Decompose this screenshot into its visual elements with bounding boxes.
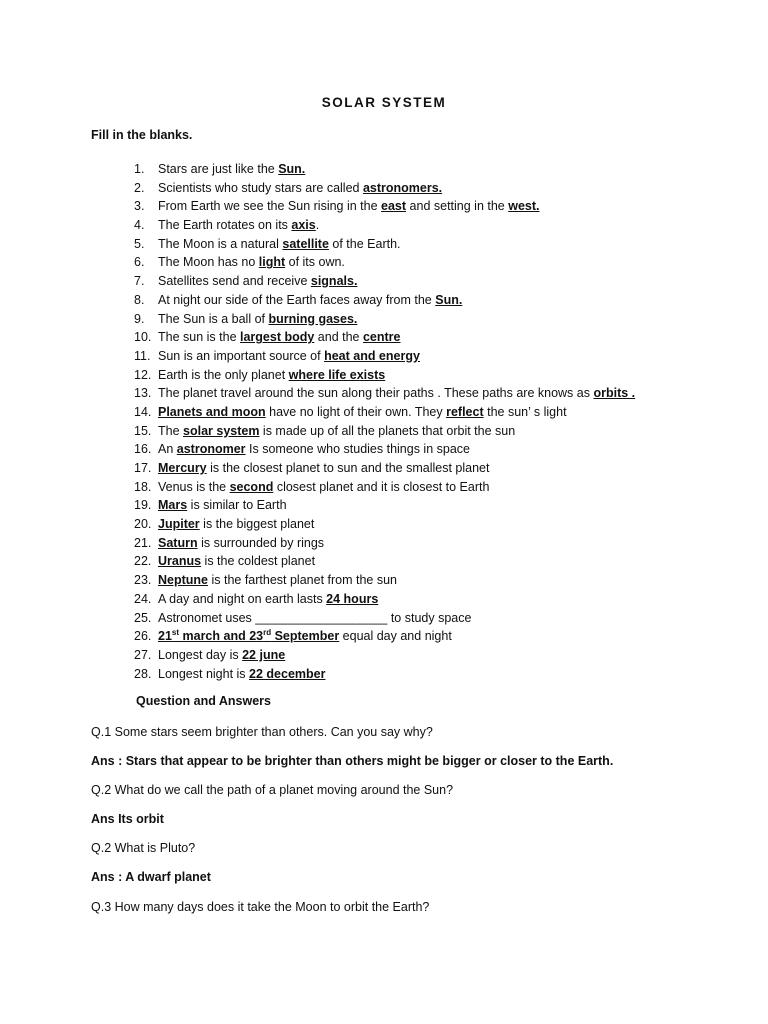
list-item: 9. The Sun is a ball of burning gases. xyxy=(158,310,635,329)
item-number: 13. xyxy=(134,386,152,401)
list-item: 1. Stars are just like the Sun. xyxy=(158,160,635,179)
answer-text: orbits . xyxy=(593,386,636,401)
list-item: 19. Mars is similar to Earth xyxy=(158,496,635,515)
list-item: 3. From Earth we see the Sun rising in the east and setting in the west. xyxy=(158,197,635,216)
question-line: Q.3 How many days does it take the Moon to orbit the Earth? xyxy=(91,900,430,914)
list-item: 23. Neptune is the farthest planet from the sun xyxy=(158,571,635,590)
answer-text: Neptune xyxy=(158,573,208,588)
item-number: 10. xyxy=(134,330,152,345)
item-number: 14. xyxy=(134,404,152,419)
list-item: 13. The planet travel around the sun along their paths . These paths are knows as orbits . xyxy=(158,384,635,403)
list-item: 28. Longest night is 22 december xyxy=(134,666,326,681)
section-subtitle: Fill in the blanks. xyxy=(91,128,193,142)
answer-text: Sun. xyxy=(278,162,306,176)
answer-text: Saturn xyxy=(158,535,198,550)
answer-line: Ans : A dwarf planet xyxy=(91,870,211,884)
list-item: 2. Scientists who study stars are called astronomers. xyxy=(158,179,635,198)
item-number: 19. xyxy=(134,498,152,513)
list-item: 15. The solar system is made up of all the planets that orbit the sun xyxy=(158,422,635,441)
list-item: 17. Mercury is the closest planet to sun and the smallest planet xyxy=(158,459,635,478)
page-title: SOLAR SYSTEM xyxy=(321,95,447,110)
item-number: 1. xyxy=(134,162,145,176)
list-item: 25. Astronomet uses ___________________ to study space xyxy=(158,609,635,628)
item-number: 9. xyxy=(134,311,145,326)
item-number: 3. xyxy=(134,199,145,214)
item-number: 8. xyxy=(134,292,145,307)
list-item: 14. Planets and moon have no light of their own. They reflect the sun’ s light xyxy=(158,403,635,422)
answer-text: burning gases. xyxy=(268,311,358,326)
answer-text: astronomer xyxy=(176,442,246,457)
item-number: 11. xyxy=(134,348,151,363)
list-item: 10. The sun is the largest body and the centre xyxy=(158,328,635,347)
answer-text: heat and energy xyxy=(324,348,420,363)
answer-text: Planets and moon xyxy=(158,404,266,419)
answer-text: second xyxy=(229,479,274,494)
list-item: 21. Saturn is surrounded by rings xyxy=(158,534,635,553)
item-number: 25. xyxy=(134,610,152,625)
answer-text: Uranus xyxy=(158,554,202,569)
list-item: 26. 21st march and 23rd September equal day and night xyxy=(134,628,452,644)
list-item: 6. The Moon has no light of its own. xyxy=(158,253,635,272)
answer-text: 22 december xyxy=(249,666,326,681)
list-item: 5. The Moon is a natural satellite of the Earth. xyxy=(158,235,635,254)
question-line: Q.2 What do we call the path of a planet moving around the Sun? xyxy=(91,783,454,797)
list-item: 20. Jupiter is the biggest planet xyxy=(158,515,635,534)
answer-text: largest body xyxy=(240,330,315,345)
answer-text: Mercury xyxy=(158,461,207,475)
list-item: 8. At night our side of the Earth faces away from the Sun. xyxy=(158,291,635,310)
item-number: 7. xyxy=(134,274,145,289)
list-item: 18. Venus is the second closest planet and it is closest to Earth xyxy=(158,478,635,497)
answer-line: Ans Its orbit xyxy=(91,812,164,826)
answer-text: west. xyxy=(508,199,540,214)
qa-heading: Question and Answers xyxy=(136,694,271,708)
answer-text: signals. xyxy=(310,274,358,289)
answer-text: satellite xyxy=(282,236,329,251)
question-line: Q.1 Some stars seem brighter than others. Can you say why? xyxy=(91,725,433,739)
answer-text: where life exists xyxy=(288,367,386,382)
answer-text: solar system xyxy=(183,423,260,438)
answer-text: east xyxy=(381,199,407,214)
list-item: 27. Longest day is 22 june xyxy=(134,647,286,662)
answer-text: axis xyxy=(291,218,316,233)
list-item: 12. Earth is the only planet where life exists xyxy=(158,366,635,385)
answer-text: 22 june xyxy=(242,647,286,662)
item-number: 6. xyxy=(134,255,145,270)
item-number: 18. xyxy=(134,479,152,494)
list-item: 16. An astronomer Is someone who studies things in space xyxy=(158,440,635,459)
item-number: 21. xyxy=(134,535,152,550)
list-item: 24. A day and night on earth lasts 24 hours xyxy=(158,590,635,609)
list-item: 4. The Earth rotates on its axis. xyxy=(158,216,635,235)
item-number: 5. xyxy=(134,236,145,251)
answer-text: astronomers. xyxy=(362,180,443,195)
item-number: 17. xyxy=(134,461,152,475)
list-item: 22. Uranus is the coldest planet xyxy=(158,552,635,571)
list-item: 7. Satellites send and receive signals. xyxy=(158,272,635,291)
item-number: 4. xyxy=(134,218,145,233)
fill-in-blanks-list xyxy=(134,160,636,683)
answer-text: 21st march and 23rd September xyxy=(158,628,340,644)
answer-text: Jupiter xyxy=(158,517,200,532)
answer-line: Ans : Stars that appear to be brighter than others might be bigger or closer to the Earth. xyxy=(91,754,614,768)
question-line: Q.2 What is Pluto? xyxy=(91,841,196,855)
item-number: 12. xyxy=(134,367,152,382)
item-number: 2. xyxy=(134,180,145,195)
item-number: 16. xyxy=(134,442,152,457)
item-number: 15. xyxy=(134,423,152,438)
item-number: 24. xyxy=(134,591,152,606)
answer-text: Sun. xyxy=(435,292,463,307)
item-number: 20. xyxy=(134,517,152,532)
answer-text: light xyxy=(258,255,286,270)
answer-text: reflect xyxy=(446,404,484,419)
answer-text: centre xyxy=(362,330,401,345)
item-number: 23. xyxy=(134,573,152,588)
answer-text: Mars xyxy=(158,498,188,513)
answer-text: 24 hours xyxy=(326,591,379,606)
item-number: 22. xyxy=(134,554,152,569)
list-item: 11. Sun is an important source of heat and energy xyxy=(158,347,635,366)
